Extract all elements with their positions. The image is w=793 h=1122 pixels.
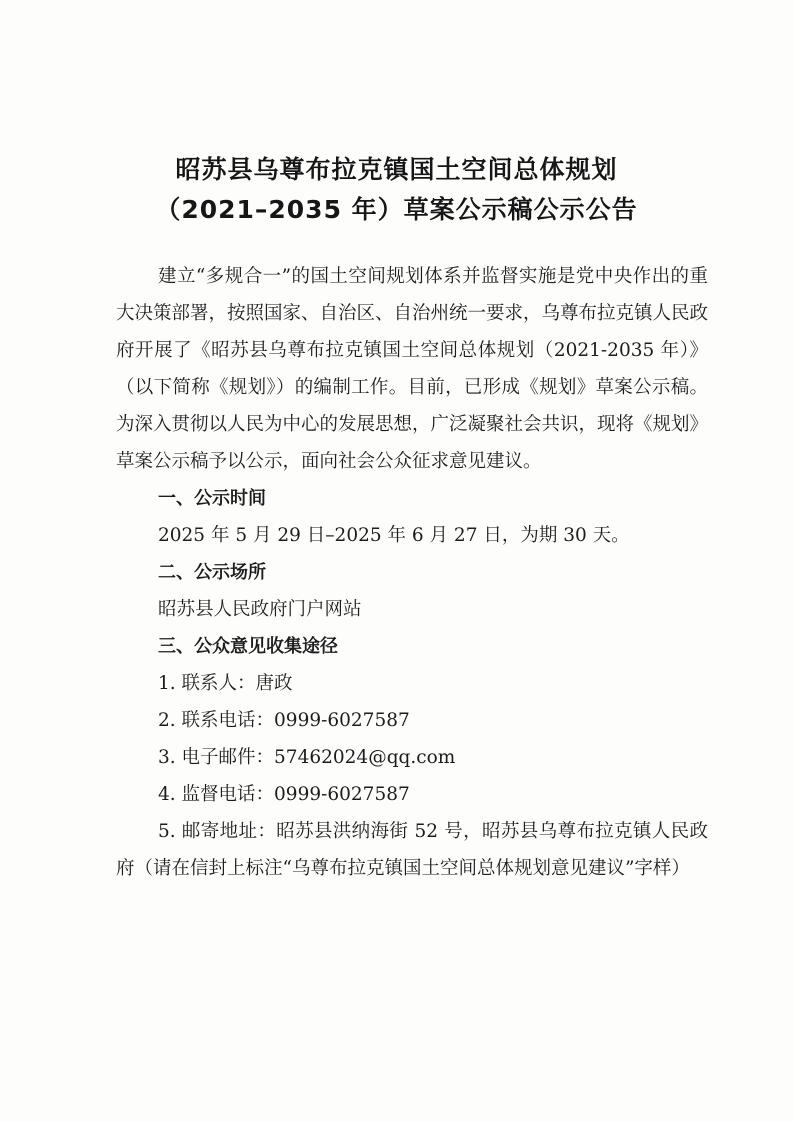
section-text-time: 2025 年 5 月 29 日–2025 年 6 月 27 日，为期 30 天。 bbox=[158, 525, 630, 546]
list-item-phone: 2. 联系电话：0999-6027587 bbox=[158, 710, 410, 731]
section-heading-venue: 二、公示场所 bbox=[158, 562, 266, 583]
document-title-line1: 昭苏县乌尊布拉克镇国土空间总体规划 bbox=[175, 155, 618, 184]
intro-paragraph: 建立“多规合一”的国土空间规划体系并监督实施是党中央作出的重大决策部署，按照国家、自治区、自治州统一要求，乌尊布拉克镇人民政府开展了《昭苏县乌尊布拉克镇国土空间总体规划（2021-2035 年）》（以下简称《规划》）的编制工作。目前，已形成《规划》草案公示稿。为深入贯彻以人民为中心的发展思想，广泛凝聚社会共识，现将《规划》草案公示稿予以公示，面向社会公众征求意见建议。 bbox=[116, 266, 709, 472]
document-body bbox=[116, 258, 708, 887]
section-heading-time: 一、公示时间 bbox=[158, 488, 266, 509]
section-text-venue: 昭苏县人民政府门户网站 bbox=[158, 599, 362, 620]
list-item-mail-address: 5. 邮寄地址：昭苏县洪纳海街 52 号，昭苏县乌尊布拉克镇人民政府（请在信封上标注“乌尊布拉克镇国土空间总体规划意见建议”字样） bbox=[116, 821, 708, 879]
document-title-line2: （2021–2035 年）草案公示稿公示公告 bbox=[155, 195, 638, 224]
list-item-supervision-phone: 4. 监督电话：0999-6027587 bbox=[158, 784, 410, 805]
section-heading-channels: 三、公众意见收集途径 bbox=[158, 636, 338, 657]
list-item-contact: 1. 联系人：唐政 bbox=[158, 673, 293, 694]
list-item-email: 3. 电子邮件：57462024@qq.com bbox=[158, 747, 456, 768]
